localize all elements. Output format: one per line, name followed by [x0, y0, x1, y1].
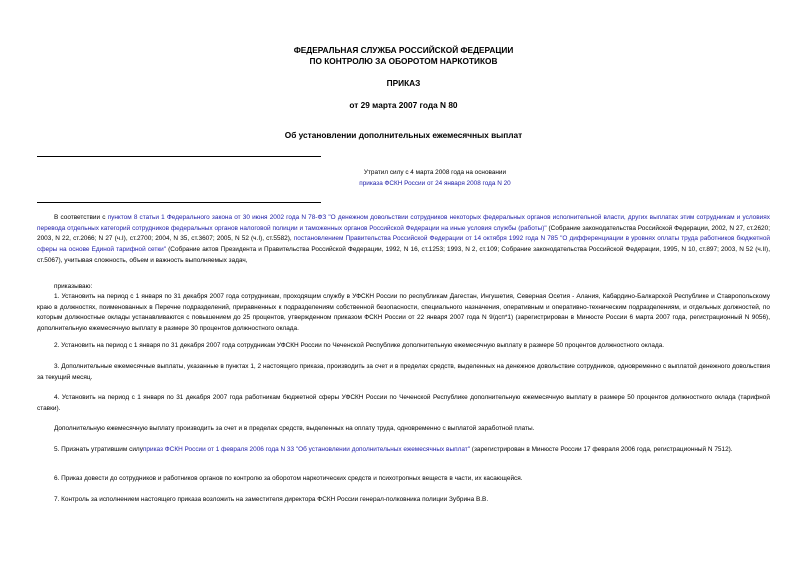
item-6-paragraph: 6. Приказ довести до сотрудников и работников органов по контролю за оборотом наркотических средств и психотропных веществ в части, их касающейся.	[54, 475, 523, 482]
org-name-line-2: ПО КОНТРОЛЮ ЗА ОБОРОТОМ НАРКОТИКОВ	[309, 56, 498, 66]
repealed-order-link[interactable]: приказ ФСКН России от 1 февраля 2006 года N 33 "Об установлении дополнительных ежемесячных выплат"	[142, 446, 471, 453]
org-name-line-1: ФЕДЕРАЛЬНАЯ СЛУЖБА РОССИЙСКОЙ ФЕДЕРАЦИИ	[293, 45, 514, 55]
document-date-number: от 29 марта 2007 года N 80	[349, 100, 458, 110]
preamble-paragraph	[37, 213, 770, 267]
lost-force-link[interactable]: приказа ФСКН России от 24 января 2008 года N 20	[359, 180, 511, 187]
preamble-text-3: (Собрание актов Президента и Правительства Российской Федерации, 1992, N 16, ст.1253; 1993, N 2, ст.109; Собрание законодательства Российской Федерации, 1995, N 10, ст.897; 2003, N 52 (ч.II), ст.5067), учитывая сложность, объем и важность выполняемых задач,	[37, 246, 770, 264]
item-4-paragraph: 4. Установить на период с 1 января по 31 декабря 2007 года работникам бюджетной сферы УФСКН России по Чеченской Республике дополнительную ежемесячную выплату в размере 50 процентов должностного оклада (тарифной ставки).	[37, 394, 770, 412]
item-5-text-1: 5. Признать утратившим силу	[54, 446, 143, 453]
lost-force-text: Утратил силу с 4 марта 2008 года на основании	[363, 169, 507, 176]
item-7-paragraph: 7. Контроль за исполнением настоящего приказа возложить на заместителя директора ФСКН России генерал-полковника полиции Зубрина В.В.	[54, 496, 489, 503]
separator-rule-top	[37, 156, 321, 157]
item-2-paragraph: 2. Установить на период с 1 января по 31 декабря 2007 года сотрудникам УФСКН России по Чеченской Республике дополнительную ежемесячную выплату в размере 50 процентов должностного оклада.	[54, 342, 665, 349]
government-decree-link[interactable]: постановлением Правительства Российской Федерации от 14 октября 1992 года N 785 "О дифференциации в уровнях оплаты труда работников бюджетной сферы на основе Единой тарифной сетки"	[37, 235, 771, 254]
order-word: приказываю:	[54, 283, 93, 290]
separator-rule-bottom	[37, 202, 321, 203]
federal-law-link[interactable]: пунктом 8 статьи 1 Федерального закона от 30 июня 2002 года N 78-ФЗ "О денежном довольствии сотрудников некоторых федеральных органов исполнительной власти, других выплатах этим сотрудникам и условиях перевода отдельных категорий сотрудников федеральных органов налоговой полиции и таможенных органов Российской Федерации на иные условия службы (работы)"	[37, 214, 770, 232]
item-5-paragraph	[37, 445, 770, 456]
item-5-text-2: (зарегистрирован в Минюсте России 17 февраля 2006 года, регистрационный N 7512).	[470, 446, 733, 453]
document-type: ПРИКАЗ	[386, 78, 421, 88]
item-3-paragraph: 3. Дополнительные ежемесячные выплаты, указанные в пунктах 1, 2 настоящего приказа, производить за счет и в пределах средств, выделенных на денежное довольствие сотрудников, одновременно с выплатой денежного довольствия за текущий месяц.	[37, 363, 770, 381]
document-title: Об установлении дополнительных ежемесячных выплат	[284, 130, 523, 140]
preamble-text-1: В соответствии с	[54, 214, 108, 221]
item-1-paragraph: 1. Установить на период с 1 января по 31 декабря 2007 года сотрудникам, проходящим службу в УФСКН России по республикам Дагестан, Ингушетия, Северная Осетия - Алания, Кабардино-Балкарской Республике и Ставропольскому краю в должностях, поименованных в Перечне подразделений, приравненных к подразделениям собственной безопасности, специального назначения, оперативным и оперативно-техническим подразделениям, и отдельных должностей, по которым должностные оклады устанавливаются с повышением до 25 процентов, утвержденном приказом ФСКН России от 22 января 2007 года N 9/дсп*1) (зарегистрирован в Минюсте России 6 марта 2007 года, регистрационный N 9056), дополнительную ежемесячную выплату в размере 30 процентов должностного оклада.	[37, 293, 770, 333]
preamble-text-2: (Собрание законодательства Российской Федерации, 2002, N 27, ст.2620; 2003, N 22, ст.2066; N 27 (ч.I), ст.2700; 2004, N 35, ст.3607; 2005, N 52 (ч.I), ст.5582),	[37, 224, 770, 243]
item-4-continuation: Дополнительную ежемесячную выплату производить за счет и в пределах средств, выделенных на оплату труда, одновременно с выплатой заработной платы.	[54, 425, 535, 432]
lost-force-note	[300, 167, 570, 189]
